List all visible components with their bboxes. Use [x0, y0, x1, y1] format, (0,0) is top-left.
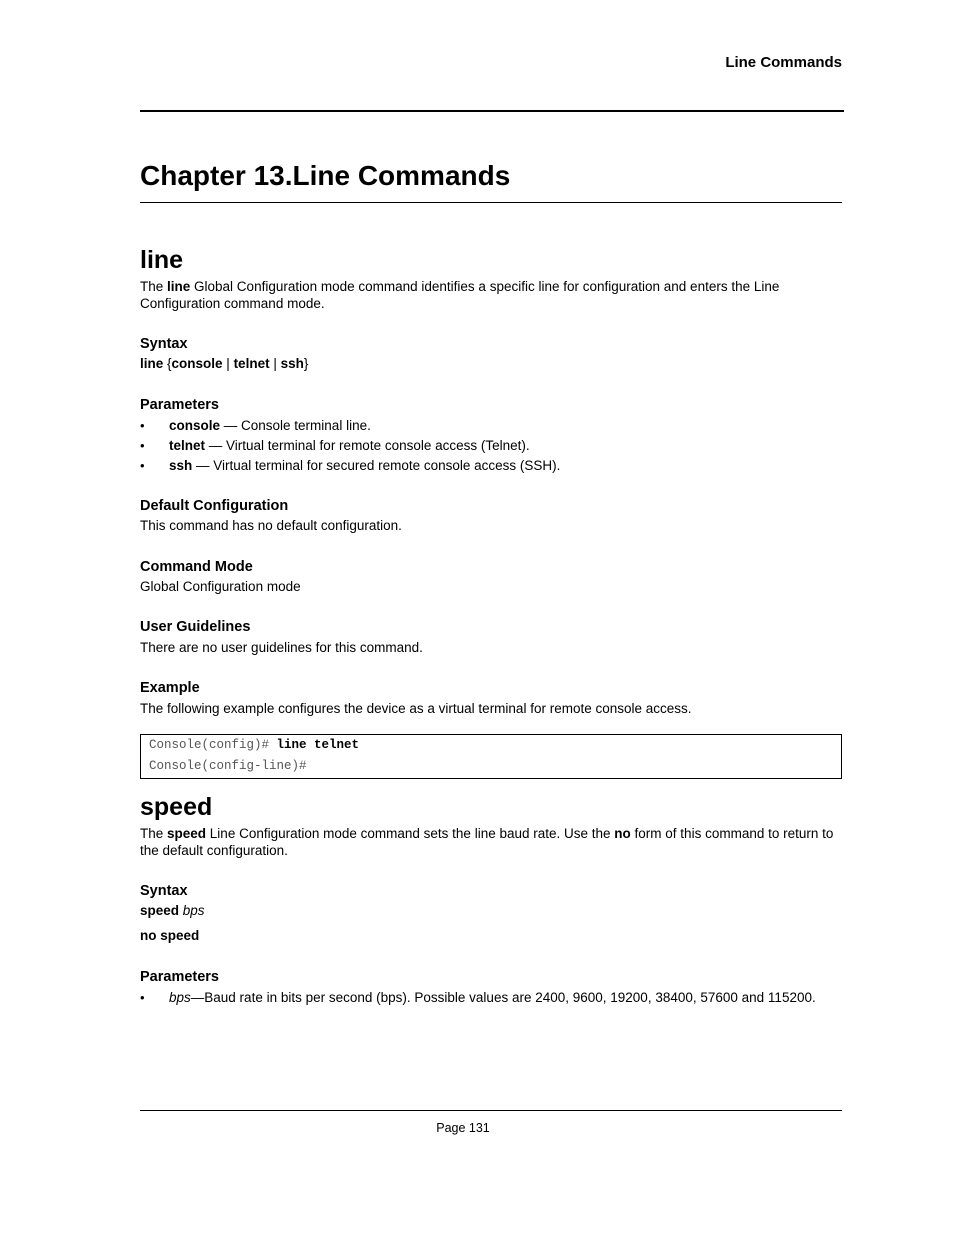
command-heading-speed: speed — [140, 793, 213, 821]
user-guidelines-text: There are no user guidelines for this command. — [140, 640, 423, 655]
example-text: The following example configures the device as a virtual terminal for remote console access. — [140, 701, 692, 716]
command-mode-heading: Command Mode — [140, 559, 253, 575]
syntax-line: line {console | telnet | ssh} — [140, 356, 309, 371]
chapter-title: Chapter 13.Line Commands — [140, 160, 511, 191]
command-mode-text: Global Configuration mode — [140, 579, 301, 594]
bullet-icon: • — [140, 458, 145, 473]
example-heading: Example — [140, 680, 200, 696]
command-heading-line: line — [140, 246, 184, 274]
user-guidelines-heading: User Guidelines — [140, 619, 251, 635]
parameters-heading: Parameters — [140, 397, 219, 413]
code-line: Console(config-line)# — [149, 759, 307, 773]
page-number: Page 131 — [436, 1121, 490, 1135]
parameters-heading: Parameters — [140, 969, 219, 985]
code-example-box — [140, 734, 842, 779]
line-intro: The line Global Configuration mode command identifies a specific line for configuration and enters the Line Configuration command mode. — [140, 279, 780, 311]
bullet-icon: • — [140, 990, 145, 1005]
default-config-heading: Default Configuration — [140, 498, 289, 514]
syntax-line-no: no speed — [140, 928, 200, 943]
syntax-line: speed bps — [140, 903, 205, 918]
syntax-heading: Syntax — [140, 336, 188, 352]
code-line: Console(config)# line telnet — [149, 738, 360, 752]
footer-rule — [140, 1110, 842, 1111]
running-header: Line Commands — [725, 54, 842, 71]
bullet-icon: • — [140, 418, 145, 433]
speed-intro: The speed Line Configuration mode command sets the line baud rate. Use the no form of this command to return to the default configuration. — [140, 826, 834, 858]
bullet-icon: • — [140, 438, 145, 453]
header-rule — [140, 110, 844, 112]
chapter-rule — [140, 202, 842, 203]
default-config-text: This command has no default configuration. — [140, 518, 402, 533]
syntax-heading: Syntax — [140, 883, 188, 899]
